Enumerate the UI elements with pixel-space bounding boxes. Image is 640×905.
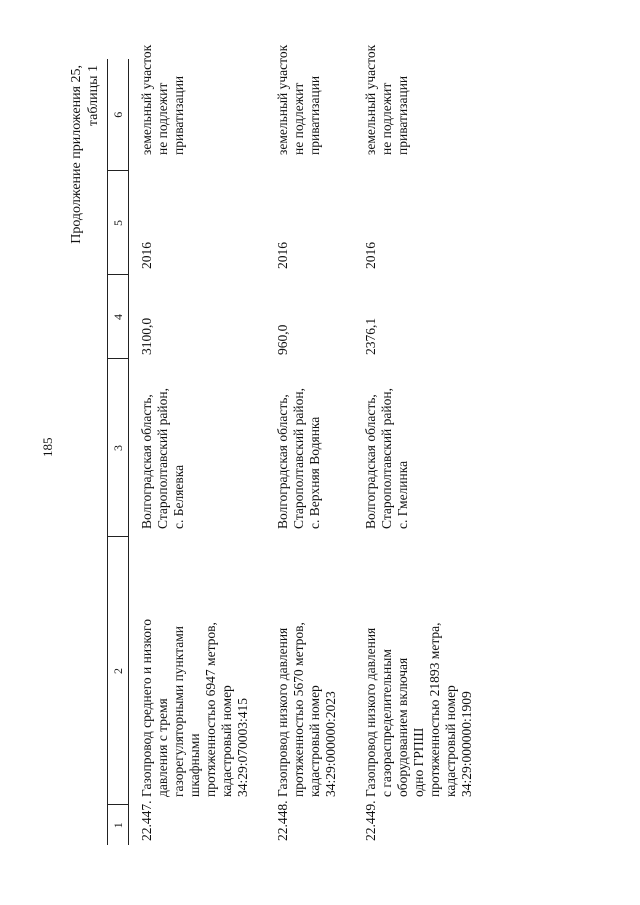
note-line: приватизации [171,75,186,155]
object-description-line: 34:29:000000:1909 [459,691,474,797]
row-number-cell: 22.448. [275,800,290,841]
area-cell: 960,0 [275,324,290,355]
column-header: 5 [108,171,129,275]
object-description-cell [129,537,266,805]
column-header: 2 [108,537,129,805]
address-cell [353,359,489,537]
object-description-line: кадастровый номер [219,685,234,797]
note-line: не подлежит [155,82,170,155]
object-description-line: Газопровод низкого давления [363,627,378,797]
row-number-cell: 22.449. [363,800,378,841]
year-cell: 2016 [275,242,290,269]
continuation-line: таблицы 1 [86,65,101,127]
object-description-cell [265,537,353,805]
note-cell [129,44,266,171]
note-line: приватизации [307,75,322,155]
continuation-heading [68,65,102,275]
area-cell: 2376,1 [363,317,378,355]
table-row [265,59,353,845]
object-description-line: кадастровый номер [307,685,322,797]
address-line: Старополтавский район, [291,388,306,529]
object-description-line: 34:29:070003:415 [235,697,250,797]
object-description-line: кадастровый номер [443,685,458,797]
address-line: с. Беляевка [171,464,186,529]
year-cell: 2016 [363,242,378,269]
note-line: земельный участок [275,44,290,155]
column-header: 1 [108,805,129,845]
page-number: 185 [40,437,55,457]
object-description-line: 34:29:000000:2023 [323,691,338,797]
object-description-line: протяженностью 21893 метра, [427,622,442,797]
address-line: Старополтавский район, [155,388,170,529]
row-number-cell: 22.447. [139,800,154,841]
note-cell [265,44,353,171]
table-row [353,59,489,845]
address-cell [129,359,266,537]
address-line: Волгоградская область, [275,394,290,529]
object-description-line: протяженностью 6947 метров, [203,622,218,797]
property-table [107,44,489,845]
note-line: не подлежит [291,82,306,155]
object-description-line: оборудованием включая [395,657,410,797]
column-header: 4 [108,275,129,359]
note-line: земельный участок [139,44,154,155]
column-header: 3 [108,359,129,537]
address-cell [265,359,353,537]
note-line: не подлежит [379,82,394,155]
year-cell: 2016 [139,242,154,269]
continuation-line: Продолжение приложения 25, [69,65,84,244]
note-cell [353,44,489,171]
object-description-line: Газопровод среднего и низкого [139,619,154,797]
address-line: с. Верхняя Водянка [307,416,322,529]
table-header-row [108,59,129,845]
object-description-line: давления с тремя [155,698,170,797]
table-row [129,59,266,845]
object-description-line: газорегуляторными пунктами [171,626,186,797]
address-line: Волгоградская область, [363,394,378,529]
object-description-line: одно ГРПШ [411,727,426,797]
note-line: приватизации [395,75,410,155]
address-line: Старополтавский район, [379,388,394,529]
address-line: Волгоградская область, [139,394,154,529]
area-cell: 3100,0 [139,317,154,355]
object-description-cell [353,537,489,805]
object-description-line: протяженностью 5670 метров, [291,622,306,797]
address-line: с. Гмелинка [395,460,410,529]
object-description-line: Газопровод низкого давления [275,627,290,797]
column-header: 6 [108,59,129,171]
note-line: земельный участок [363,44,378,155]
object-description-line: с газораспределительным [379,649,394,797]
object-description-line: шкафными [187,733,202,797]
